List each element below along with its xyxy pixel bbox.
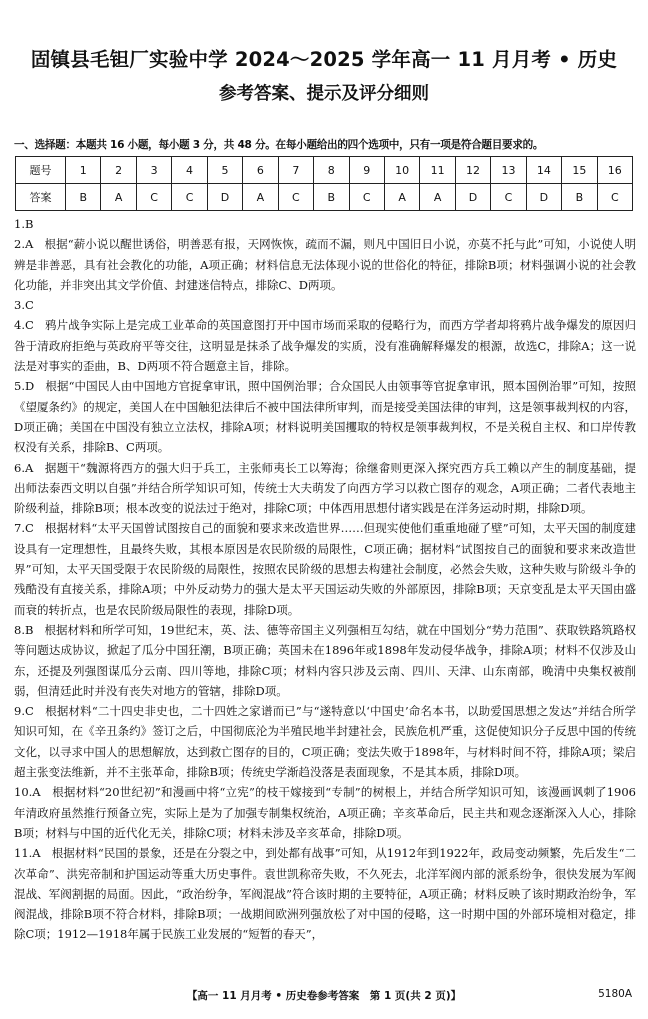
question-number-cell: 10 (384, 157, 419, 184)
footer-page-info: 【高一 11 月月考 • 历史卷参考答案 第 1 页(共 2 页)】 (186, 990, 462, 1002)
item-answer: B (24, 622, 34, 637)
question-number-cell: 1 (66, 157, 101, 184)
explanation-item (14, 295, 636, 315)
question-number-cell: 15 (562, 157, 597, 184)
item-number: 5. (14, 379, 25, 394)
item-answer: A (32, 846, 41, 861)
item-answer: B (24, 217, 34, 231)
answer-cell: A (384, 184, 419, 211)
question-number-cell: 2 (101, 157, 136, 184)
section-heading: 一、选择题：本题共 16 小题，每小题 3 分，共 48 分。在每小题给出的四个选项中，只有一项是符合题目要求的。 (14, 139, 544, 151)
answer-table (15, 156, 633, 211)
item-text: 根据材料和所学可知，19世纪末，英、法、德等帝国主义列强相互勾结，就在中国划分“势力范围”、获取铁路筑路权等问题达成协议，掀起了瓜分中国狂潮，B项正确；英国未在1896年或1898年发动侵华战争，排除A项；材料不仅涉及山东，还提及列强图谋瓜分云南、四川等地，排除C项；材料内容只涉及云南、四川、天津、山东南部，晚清中央集权被削弱，但清廷此时并没有丧失对地方的管辖，排除D项。 (14, 622, 636, 698)
item-answer: D (24, 379, 35, 394)
answer-cell: D (455, 184, 490, 211)
question-number-cell: 14 (526, 157, 561, 184)
item-text: 据题干“魏源将西方的强大归于兵工，主张师夷长工以筹海；徐继畲则更深入探究西方兵工赖以产生的制度基础，提出师法泰西文明以自强”并结合所学知识可知，传统士大夫萌发了向西方学习以救亡图存的观念，A项正确；二者代表地主阶级利益，排除B项；根本改变的说法过于绝对，排除C项；中体西用思想付诸实践是在洋务运动时期，排除D项。 (14, 460, 637, 516)
question-number-cell: 9 (349, 157, 384, 184)
explanation-item (14, 620, 636, 701)
item-number: 9. (14, 704, 25, 719)
question-number-cell: 7 (278, 157, 313, 184)
item-answer: C (24, 318, 34, 333)
question-number-cell: 11 (420, 157, 455, 184)
explanation-item (14, 843, 636, 944)
item-number: 3. (14, 298, 25, 313)
footer-code: 5180A (598, 988, 632, 1000)
answer-cell: C (172, 184, 207, 211)
item-text: 根据“中国民人由中国地方官捉拿审讯，照中国例治罪；合众国民人由领事等官捉拿审讯，照本国例治罪”可知，按照《望厦条约》的规定，美国人在中国触犯法律后不被中国法律所审判，而是接受美国法律的审判，这是领事裁判权的内容，D项正确；美国在中国没有独立立法权，排除A项；材料说明美国攫取的特权是领事裁判权，不是关税自主权、和口岸传教权没有关系，排除B、C两项。 (14, 379, 636, 455)
document-title: 固镇县毛钽厂实验中学 2024～2025 学年高一 11 月月考 • 历史 (30, 48, 618, 71)
question-number-cell: 5 (207, 157, 242, 184)
item-answer: A (32, 785, 41, 800)
answer-cell: D (526, 184, 561, 211)
item-text: 鸦片战争实际上是完成工业革命的英国意图打开中国市场而采取的侵略行为，而西方学者却将鸦片战争爆发的原因归咎于清政府拒绝与英政府平等交往，这明显是抹杀了战争爆发的实质，没有准确解释爆发的根源，故选C，排除A；这一说法是对事实的歪曲，B、D两项不符合题意主旨，排除。 (14, 318, 637, 374)
item-text: 根据材料“太平天国曾试图按自己的面貌和要求来改造世界……但现实使他们重重地碰了壁”可知，太平天国的制度建设具有一定理想性，且最终失败，其根本原因是农民阶级的局限性，C项正确；据材料“试图按自己的面貌和要求来改造世界”可知，太平天国受限于农民阶级的局限性，按照农民阶级的思想去构建社会制度，必然会失败，这种失败与阶级斗争的残酷没有直接关系，排除A项；中外反动势力的强大是太平天国运动失败的外部原因，排除B项；天京变乱是太平天国由盛而衰的转折点，也是农民阶级局限性的表现，排除D项。 (14, 521, 636, 617)
explanation-item (14, 701, 636, 782)
question-number-cell: 6 (243, 157, 278, 184)
question-number-cell: 13 (491, 157, 526, 184)
item-number: 11. (14, 846, 33, 861)
question-number-cell: 12 (455, 157, 490, 184)
item-number: 7. (14, 521, 25, 536)
explanation-item (14, 376, 636, 457)
item-answer: C (24, 298, 34, 313)
answer-cell: C (597, 184, 632, 211)
explanation-list (14, 214, 636, 945)
item-answer: C (24, 704, 34, 719)
item-number: 6. (14, 460, 25, 475)
item-number: 1. (14, 217, 25, 231)
question-number-cell: 16 (597, 157, 632, 184)
answer-cell: C (491, 184, 526, 211)
answer-cell: C (278, 184, 313, 211)
item-text: 根据材料“二十四史非史也，二十四姓之家谱而已”与“遂特意以‘中国史’命名本书，以助爱国思想之发达”并结合所学知识可知，在《辛丑条约》签订之后，中国彻底沦为半殖民地半封建社会，民族危机严重，这促使知识分子反思中国的传统文化，以寻求中国人的思想解放，达到救亡图存的目的，C项正确；变法失败于1898年，与材料时间不符，排除A项；梁启超主张变法维新，并不主张革命，排除B项；传统史学渐趋没落是表面现象，不是其本质，排除D项。 (14, 704, 636, 780)
item-answer: A (24, 237, 34, 252)
answer-cell: C (349, 184, 384, 211)
item-answer: C (24, 521, 34, 536)
row-label: 题号 (16, 157, 66, 184)
explanation-item (14, 234, 636, 295)
answer-cell: A (101, 184, 136, 211)
explanation-item (14, 518, 636, 619)
row-label: 答案 (16, 184, 66, 211)
item-number: 10. (14, 785, 33, 800)
explanation-item (14, 782, 636, 843)
answer-cell: A (243, 184, 278, 211)
item-text: 根据材料“20世纪初”和漫画中将“立宪”的枝干嫁接到“专制”的树根上，并结合所学知识可知，该漫画讽刺了1906年清政府虽然推行预备立宪，实际上是为了加强专制集权统治，A项正确；辛亥革命后，民主共和观念逐渐深入人心，排除B项；材料与中国的近代化无关，排除C项；材料未涉及辛亥革命，排除D项。 (14, 785, 637, 840)
question-number-row (16, 157, 633, 184)
question-number-cell: 3 (136, 157, 171, 184)
answer-cell: A (420, 184, 455, 211)
item-number: 4. (14, 318, 25, 333)
explanation-item (14, 458, 636, 519)
item-text: 根据“薪小说以醒世诱俗，明善恶有报，天网恢恢，疏而不漏，则凡中国旧日小说，亦莫不托与此”可知，小说使人明辨是非善恶，具有社会教化的功能，A项正确；材料信息无法体现小说的世俗化的特征，排除B项；材料强调小说的社会教化功能，并非突出其文学价值、封建迷信特点，排除C、D两项。 (14, 237, 636, 292)
answer-cell: B (562, 184, 597, 211)
item-answer: A (24, 460, 34, 475)
answer-cell: B (66, 184, 101, 211)
question-number-cell: 4 (172, 157, 207, 184)
document-subtitle: 参考答案、提示及评分细则 (219, 84, 429, 104)
question-number-cell: 8 (314, 157, 349, 184)
answer-cell: C (136, 184, 171, 211)
answer-row (16, 184, 633, 211)
item-number: 8. (14, 622, 25, 637)
item-number: 2. (14, 237, 25, 252)
answer-cell: D (207, 184, 242, 211)
explanation-item (14, 214, 636, 234)
item-text: 根据材料“民国的景象，还是在分裂之中，到处都有战事”可知，从1912年到1922年，政局变动频繁，先后发生“二次革命”、洪宪帝制和护国运动等重大历史事件。袁世凯称帝失败，不久死去，北洋军阀内部的派系纷争，很快发展为军阀混战、军阀割据的局面。因此，“政治纷争，军阀混战”符合该时期的主要特征，A项正确；材料反映了该时期政治纷争，军阀混战，排除B项不符合材料，排除B项；一战期间欧洲列强放松了对中国的侵略，这一时期中国的外部环境相对稳定，排除C项；1912—1918年属于民族工业发展的“短暂的春天”， (14, 846, 637, 942)
answer-cell: B (314, 184, 349, 211)
explanation-item (14, 315, 636, 376)
